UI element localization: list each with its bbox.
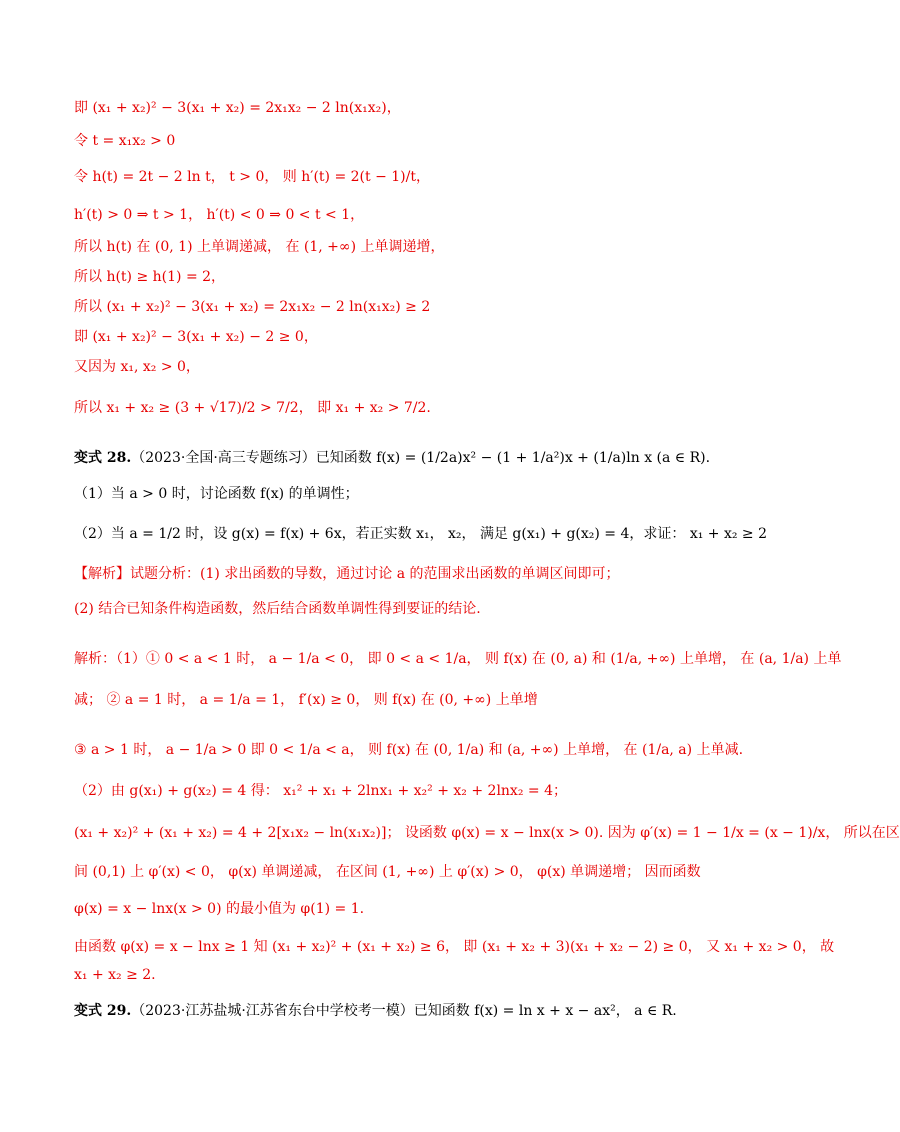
problem-28-part-2: （2）当 a = 1/2 时，设 g(x) = f(x) + 6x，若正实数 x₁， x₂， 满足 g(x₁) + g(x₂) = 4，求证： x₁ + x₂ ≥ 2 [74, 526, 768, 542]
solution-line-8: 由函数 φ(x) = x − lnx ≥ 1 知 (x₁ + x₂)² + (x₁ + x₂) ≥ 6， 即 (x₁ + x₂ + 3)(x₁ + x₂ − 2) ≥ 0， 又 x₁ + x₂ > 0， 故 [74, 939, 835, 955]
text-line-7: 所以 (x₁ + x₂)² − 3(x₁ + x₂) = 2x₁x₂ − 2 ln(x₁x₂) ≥ 2 [74, 299, 431, 315]
text-line-10: 所以 x₁ + x₂ ≥ (3 + √17)/2 > 7/2， 即 x₁ + x₂ > 7/2. [74, 400, 431, 416]
text-line-6: 所以 h(t) ≥ h(1) = 2， [74, 269, 226, 285]
solution-line-2: 减； ② a = 1 时， a = 1/a = 1， f′(x) ≥ 0， 则 f(x) 在 (0, +∞) 上单增 [74, 692, 538, 708]
problem-28-statement-label: 变式 28. [74, 450, 132, 466]
solution-line-7: φ(x) = x − lnx(x > 0) 的最小值为 φ(1) = 1. [74, 901, 365, 917]
solution-line-5: (x₁ + x₂)² + (x₁ + x₂) = 4 + 2[x₁x₂ − ln(x₁x₂)]； 设函数 φ(x) = x − lnx(x > 0). 因为 φ′(x) = 1 − 1/x = (x − 1)/x， 所以在区 [74, 825, 900, 841]
problem-29-statement: 变式 29.（2023·江苏盐城·江苏省东台中学校考一模）已知函数 f(x) = ln x + x − ax²， a ∈ R. [74, 1003, 677, 1019]
text-line-3: 令 h(t) = 2t − 2 ln t， t > 0， 则 h′(t) = 2(t − 1)/t， [74, 169, 430, 185]
text-line-4: h′(t) > 0 ⇒ t > 1， h′(t) < 0 ⇒ 0 < t < 1， [74, 207, 365, 223]
solution-line-9: x₁ + x₂ ≥ 2. [74, 967, 156, 983]
analysis-line-2: (2) 结合已知条件构造函数，然后结合函数单调性得到要证的结论. [74, 601, 481, 617]
text-line-8: 即 (x₁ + x₂)² − 3(x₁ + x₂) − 2 ≥ 0， [74, 329, 318, 345]
text-line-1: 即 (x₁ + x₂)² − 3(x₁ + x₂) = 2x₁x₂ − 2 ln(x₁x₂)， [74, 100, 401, 116]
problem-28-statement: 变式 28.（2023·全国·高三专题练习）已知函数 f(x) = (1/2a)x² − (1 + 1/a²)x + (1/a)ln x (a ∈ R). [74, 450, 711, 466]
analysis-line-1: 【解析】试题分析：(1) 求出函数的导数，通过讨论 a 的范围求出函数的单调区间即可； [74, 566, 620, 582]
problem-28-part-1: （1）当 a > 0 时，讨论函数 f(x) 的单调性； [74, 486, 359, 502]
solution-line-3: ③ a > 1 时， a − 1/a > 0 即 0 < 1/a < a， 则 f(x) 在 (0, 1/a) 和 (a, +∞) 上单增， 在 (1/a, a) 上单减. [74, 742, 744, 758]
problem-29-statement-label: 变式 29. [74, 1003, 132, 1019]
solution-line-6: 间 (0,1) 上 φ′(x) < 0， φ(x) 单调递减， 在区间 (1, +∞) 上 φ′(x) > 0， φ(x) 单调递增； 因而函数 [74, 864, 701, 880]
text-line-9: 又因为 x₁, x₂ > 0， [74, 359, 200, 375]
solution-line-4: （2）由 g(x₁) + g(x₂) = 4 得： x₁² + x₁ + 2lnx₁ + x₂² + x₂ + 2lnx₂ = 4； [74, 783, 567, 799]
text-line-5: 所以 h(t) 在 (0, 1) 上单调递减， 在 (1, +∞) 上单调递增， [74, 239, 445, 255]
text-line-2: 令 t = x₁x₂ > 0 [74, 133, 176, 149]
solution-line-1: 解析：（1）① 0 < a < 1 时， a − 1/a < 0， 即 0 < a < 1/a， 则 f(x) 在 (0, a) 和 (1/a, +∞) 上单增， 在 (a, 1/a) 上单 [74, 651, 842, 667]
